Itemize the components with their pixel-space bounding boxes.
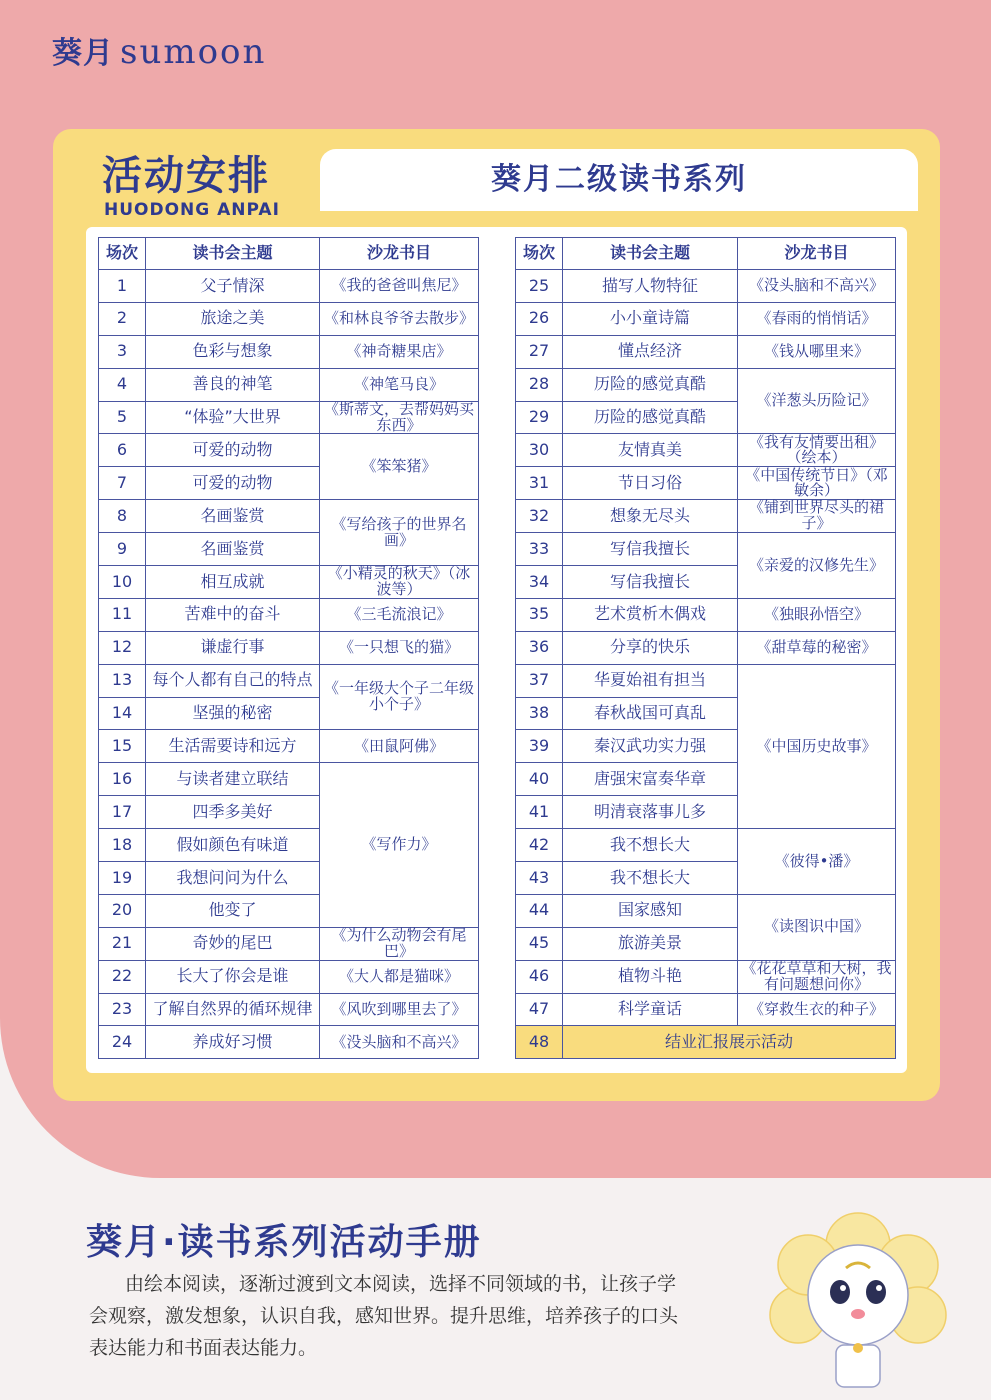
table-row xyxy=(99,631,479,664)
header-theme: 读书会主题 xyxy=(146,238,320,270)
session-number: 35 xyxy=(516,598,563,631)
salon-book: 《我的爸爸叫焦尼》 xyxy=(320,270,479,303)
salon-book: 《一年级大个子二年级小个子》 xyxy=(320,664,479,730)
table-row xyxy=(99,434,479,467)
session-theme: 色彩与想象 xyxy=(146,335,320,368)
table-row xyxy=(516,467,896,500)
table-row xyxy=(99,566,479,599)
session-number: 2 xyxy=(99,302,146,335)
salon-book: 《为什么动物会有尾巴》 xyxy=(320,927,479,960)
table-row xyxy=(516,829,896,862)
series-title: 葵月二级读书系列 xyxy=(491,162,747,197)
session-number: 18 xyxy=(99,829,146,862)
salon-book: 《大人都是猫咪》 xyxy=(320,960,479,993)
table-row xyxy=(516,993,896,1026)
schedule-table-right xyxy=(515,237,896,1059)
table-row xyxy=(99,730,479,763)
session-theme: 想象无尽头 xyxy=(563,500,738,533)
session-theme: 谦虚行事 xyxy=(146,631,320,664)
salon-book: 《三毛流浪记》 xyxy=(320,598,479,631)
session-number: 43 xyxy=(516,862,563,895)
header-book: 沙龙书目 xyxy=(738,238,896,270)
table-row xyxy=(99,927,479,960)
table-row xyxy=(99,500,479,533)
salon-book: 《写作力》 xyxy=(320,763,479,927)
final-row xyxy=(516,1026,896,1059)
session-number: 32 xyxy=(516,500,563,533)
brand-latin: sumoon xyxy=(120,32,267,72)
session-number: 27 xyxy=(516,335,563,368)
session-number: 29 xyxy=(516,401,563,434)
salon-book: 《风吹到哪里去了》 xyxy=(320,993,479,1026)
session-theme: 与读者建立联结 xyxy=(146,763,320,796)
salon-book: 《读图识中国》 xyxy=(738,894,896,960)
salon-book: 《铺到世界尽头的裙子》 xyxy=(738,500,896,533)
session-number: 30 xyxy=(516,434,563,467)
session-theme: 写信我擅长 xyxy=(563,566,738,599)
salon-book: 《田鼠阿佛》 xyxy=(320,730,479,763)
table-row xyxy=(516,598,896,631)
session-theme: 善良的神笔 xyxy=(146,368,320,401)
session-theme: 生活需要诗和远方 xyxy=(146,730,320,763)
session-number: 25 xyxy=(516,270,563,303)
section-title: 活动安排 xyxy=(102,153,270,199)
session-number: 12 xyxy=(99,631,146,664)
session-number: 37 xyxy=(516,664,563,697)
session-theme: 养成好习惯 xyxy=(146,1026,320,1059)
session-theme: 懂点经济 xyxy=(563,335,738,368)
session-theme: 父子情深 xyxy=(146,270,320,303)
salon-book: 《春雨的悄悄话》 xyxy=(738,302,896,335)
salon-book: 《笨笨猪》 xyxy=(320,434,479,500)
session-number: 24 xyxy=(99,1026,146,1059)
session-theme: 艺术赏析木偶戏 xyxy=(563,598,738,631)
salon-book: 《写给孩子的世界名画》 xyxy=(320,500,479,566)
session-theme: 科学童话 xyxy=(563,993,738,1026)
session-theme: 友情真美 xyxy=(563,434,738,467)
session-theme: 可爱的动物 xyxy=(146,467,320,500)
session-theme: 四季多美好 xyxy=(146,796,320,829)
salon-book: 《和林良爷爷去散步》 xyxy=(320,302,479,335)
salon-book: 《彼得•潘》 xyxy=(738,829,896,895)
table-row xyxy=(99,302,479,335)
session-number: 20 xyxy=(99,894,146,927)
session-number: 9 xyxy=(99,533,146,566)
session-theme: 节日习俗 xyxy=(563,467,738,500)
session-number: 45 xyxy=(516,927,563,960)
table-row xyxy=(516,434,896,467)
table-row xyxy=(99,270,479,303)
session-number: 31 xyxy=(516,467,563,500)
session-theme: 历险的感觉真酷 xyxy=(563,401,738,434)
session-theme: 写信我擅长 xyxy=(563,533,738,566)
salon-book: 《独眼孙悟空》 xyxy=(738,598,896,631)
session-number: 26 xyxy=(516,302,563,335)
session-number: 16 xyxy=(99,763,146,796)
session-theme: 旅游美景 xyxy=(563,927,738,960)
footer-title: 葵月·读书系列活动手册 xyxy=(86,1222,482,1263)
session-number: 46 xyxy=(516,960,563,993)
table-row xyxy=(516,533,896,566)
session-theme: 奇妙的尾巴 xyxy=(146,927,320,960)
table-row xyxy=(99,960,479,993)
session-number: 38 xyxy=(516,697,563,730)
brand-cn: 葵月 xyxy=(52,36,114,71)
session-number: 41 xyxy=(516,796,563,829)
footer-description: 由绘本阅读，逐渐过渡到文本阅读，选择不同领域的书，让孩子学会观察，激发想象，认识自我，感知世界。提升思维，培养孩子的口头表达能力和书面表达能力。 xyxy=(89,1273,679,1359)
session-number: 22 xyxy=(99,960,146,993)
schedule-table-left xyxy=(98,237,479,1059)
session-theme: “体验”大世界 xyxy=(146,401,320,434)
session-theme: 他变了 xyxy=(146,894,320,927)
session-number: 17 xyxy=(99,796,146,829)
header-book: 沙龙书目 xyxy=(320,238,479,270)
session-theme: 假如颜色有味道 xyxy=(146,829,320,862)
table-row xyxy=(516,335,896,368)
session-theme: 华夏始祖有担当 xyxy=(563,664,738,697)
session-theme: 植物斗艳 xyxy=(563,960,738,993)
session-number: 47 xyxy=(516,993,563,1026)
table-row xyxy=(516,500,896,533)
session-theme: 名画鉴赏 xyxy=(146,500,320,533)
session-theme: 旅途之美 xyxy=(146,302,320,335)
salon-book: 《亲爱的汉修先生》 xyxy=(738,533,896,599)
header-index: 场次 xyxy=(99,238,146,270)
table-row xyxy=(516,631,896,664)
session-number: 6 xyxy=(99,434,146,467)
session-theme: 名画鉴赏 xyxy=(146,533,320,566)
salon-book: 《没头脑和不高兴》 xyxy=(320,1026,479,1059)
table-row xyxy=(99,763,479,796)
session-theme: 历险的感觉真酷 xyxy=(563,368,738,401)
table-row xyxy=(516,664,896,697)
salon-book: 《斯蒂文，去帮妈妈买东西》 xyxy=(320,401,479,434)
session-theme: 小小童诗篇 xyxy=(563,302,738,335)
table-row xyxy=(99,1026,479,1059)
final-activity: 结业汇报展示活动 xyxy=(563,1026,896,1059)
table-header-row xyxy=(516,238,896,270)
session-number: 42 xyxy=(516,829,563,862)
session-theme: 坚强的秘密 xyxy=(146,697,320,730)
session-theme: 描写人物特征 xyxy=(563,270,738,303)
salon-book: 《一只想飞的猫》 xyxy=(320,631,479,664)
session-number: 48 xyxy=(516,1026,563,1059)
header-index: 场次 xyxy=(516,238,563,270)
session-number: 15 xyxy=(99,730,146,763)
salon-book: 《没头脑和不高兴》 xyxy=(738,270,896,303)
salon-book: 《花花草草和大树，我有问题想问你》 xyxy=(738,960,896,993)
session-number: 5 xyxy=(99,401,146,434)
session-theme: 国家感知 xyxy=(563,894,738,927)
session-number: 13 xyxy=(99,664,146,697)
session-number: 39 xyxy=(516,730,563,763)
session-theme: 苦难中的奋斗 xyxy=(146,598,320,631)
salon-book: 《神笔马良》 xyxy=(320,368,479,401)
session-number: 4 xyxy=(99,368,146,401)
session-number: 14 xyxy=(99,697,146,730)
session-number: 7 xyxy=(99,467,146,500)
session-number: 34 xyxy=(516,566,563,599)
session-number: 3 xyxy=(99,335,146,368)
header-theme: 读书会主题 xyxy=(563,238,738,270)
salon-book: 《洋葱头历险记》 xyxy=(738,368,896,434)
mascot-illustration xyxy=(758,1210,958,1400)
session-theme: 秦汉武功实力强 xyxy=(563,730,738,763)
salon-book: 《钱从哪里来》 xyxy=(738,335,896,368)
session-number: 10 xyxy=(99,566,146,599)
salon-book: 《中国传统节日》（邓敏余） xyxy=(738,467,896,500)
session-theme: 明清衰落事儿多 xyxy=(563,796,738,829)
session-number: 33 xyxy=(516,533,563,566)
table-header-row xyxy=(99,238,479,270)
session-number: 36 xyxy=(516,631,563,664)
salon-book: 《穿救生衣的种子》 xyxy=(738,993,896,1026)
session-theme: 长大了你会是谁 xyxy=(146,960,320,993)
session-number: 1 xyxy=(99,270,146,303)
table-row xyxy=(99,664,479,697)
session-theme: 了解自然界的循环规律 xyxy=(146,993,320,1026)
table-row xyxy=(99,368,479,401)
brand-logo xyxy=(52,28,266,72)
session-number: 21 xyxy=(99,927,146,960)
session-number: 8 xyxy=(99,500,146,533)
table-row xyxy=(516,302,896,335)
salon-book: 《我有友情要出租》（绘本） xyxy=(738,434,896,467)
session-theme: 可爱的动物 xyxy=(146,434,320,467)
table-row xyxy=(516,368,896,401)
session-theme: 我想问问为什么 xyxy=(146,862,320,895)
table-row xyxy=(99,401,479,434)
salon-book: 《甜草莓的秘密》 xyxy=(738,631,896,664)
session-theme: 春秋战国可真乱 xyxy=(563,697,738,730)
session-number: 44 xyxy=(516,894,563,927)
table-row xyxy=(99,335,479,368)
session-number: 28 xyxy=(516,368,563,401)
salon-book: 《小精灵的秋天》（冰波等） xyxy=(320,566,479,599)
session-theme: 每个人都有自己的特点 xyxy=(146,664,320,697)
session-number: 11 xyxy=(99,598,146,631)
session-number: 23 xyxy=(99,993,146,1026)
table-row xyxy=(99,598,479,631)
session-number: 40 xyxy=(516,763,563,796)
salon-book: 《神奇糖果店》 xyxy=(320,335,479,368)
session-theme: 唐强宋富奏华章 xyxy=(563,763,738,796)
session-theme: 相互成就 xyxy=(146,566,320,599)
section-subtitle: HUODONG ANPAI xyxy=(104,200,280,220)
table-row xyxy=(516,270,896,303)
salon-book: 《中国历史故事》 xyxy=(738,664,896,828)
session-theme: 分享的快乐 xyxy=(563,631,738,664)
session-number: 19 xyxy=(99,862,146,895)
table-row xyxy=(99,993,479,1026)
session-theme: 我不想长大 xyxy=(563,862,738,895)
table-row xyxy=(516,960,896,993)
table-row xyxy=(516,894,896,927)
session-theme: 我不想长大 xyxy=(563,829,738,862)
